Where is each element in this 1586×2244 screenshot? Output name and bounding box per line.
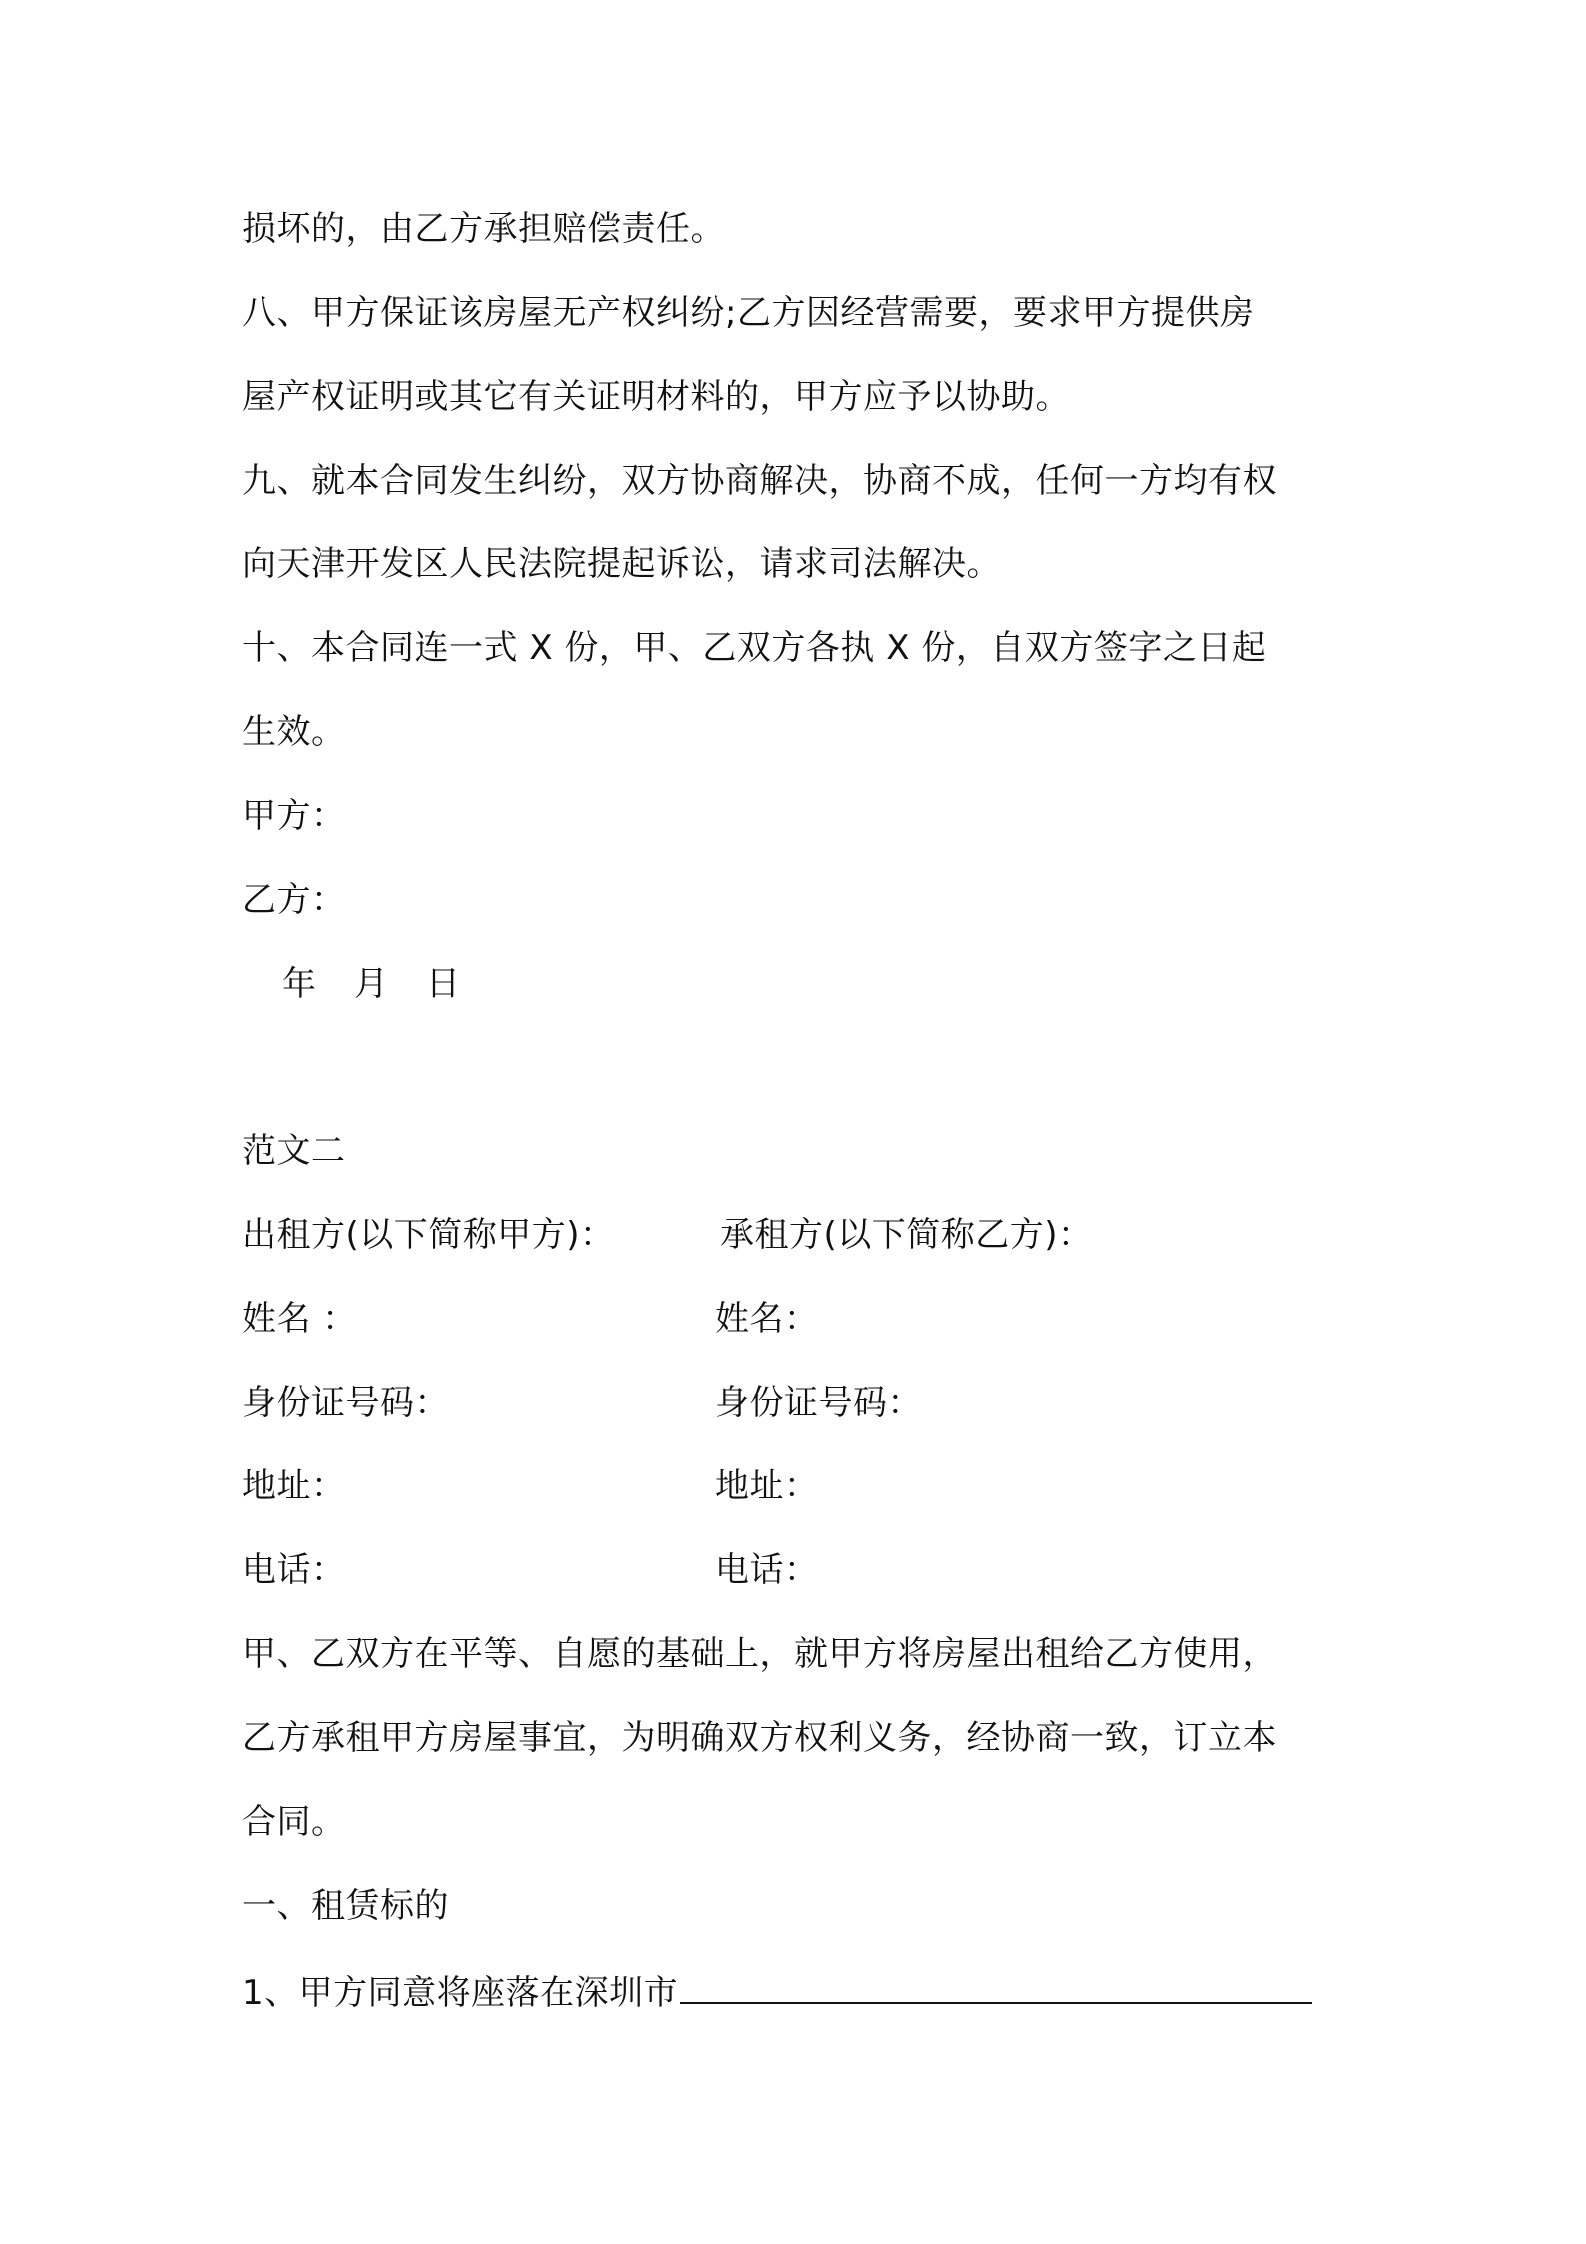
lessee-header: 承租方(以下简称乙方)：	[720, 1215, 1093, 1255]
section-title: 范文二	[242, 1131, 346, 1171]
paragraph-line: 损坏的，由乙方承担赔偿责任。	[242, 209, 725, 249]
party-a-signature-label: 甲方：	[242, 796, 346, 836]
clause-9-line-2: 向天津开发区人民法院提起诉讼，请求司法解决。	[242, 544, 1001, 584]
lessor-header: 出租方(以下简称甲方)：	[242, 1215, 615, 1255]
lessee-id-label: 身份证号码：	[715, 1383, 922, 1423]
lessee-phone-label: 电话：	[715, 1550, 819, 1590]
date-day: 日	[426, 964, 460, 1004]
lessee-name-label: 姓名：	[715, 1299, 819, 1339]
lessor-address-label: 地址：	[242, 1466, 346, 1506]
clause-10-line-2: 生效。	[242, 712, 346, 752]
intro-line-2: 乙方承租甲方房屋事宜，为明确双方权利义务，经协商一致，订立本	[242, 1718, 1277, 1758]
signature-date	[282, 960, 460, 1008]
date-year: 年	[282, 964, 316, 1004]
party-b-signature-label: 乙方：	[242, 880, 346, 920]
clause-1-text: 1、甲方同意将座落在深圳市	[242, 1973, 679, 2013]
article-1-heading: 一、租赁标的	[242, 1886, 449, 1926]
intro-line-3: 合同。	[242, 1802, 346, 1842]
clause-1-line	[242, 1966, 1312, 2017]
lessee-address-label: 地址：	[715, 1466, 819, 1506]
date-month: 月	[354, 964, 388, 1004]
intro-line-1: 甲、乙双方在平等、自愿的基础上，就甲方将房屋出租给乙方使用，	[242, 1634, 1277, 1674]
address-blank-underline	[680, 1966, 1312, 2004]
lessor-id-label: 身份证号码：	[242, 1383, 449, 1423]
lessor-name-label: 姓名 ：	[242, 1299, 357, 1339]
clause-9-line-1: 九、就本合同发生纠纷，双方协商解决，协商不成，任何一方均有权	[242, 461, 1277, 501]
clause-8-line-2: 屋产权证明或其它有关证明材料的，甲方应予以协助。	[242, 377, 1070, 417]
clause-10-line-1: 十、本合同连一式 X 份，甲、乙双方各执 X 份，自双方签字之日起	[242, 628, 1267, 668]
lessor-phone-label: 电话：	[242, 1550, 346, 1590]
clause-8-line-1: 八、甲方保证该房屋无产权纠纷;乙方因经营需要，要求甲方提供房	[242, 293, 1255, 333]
